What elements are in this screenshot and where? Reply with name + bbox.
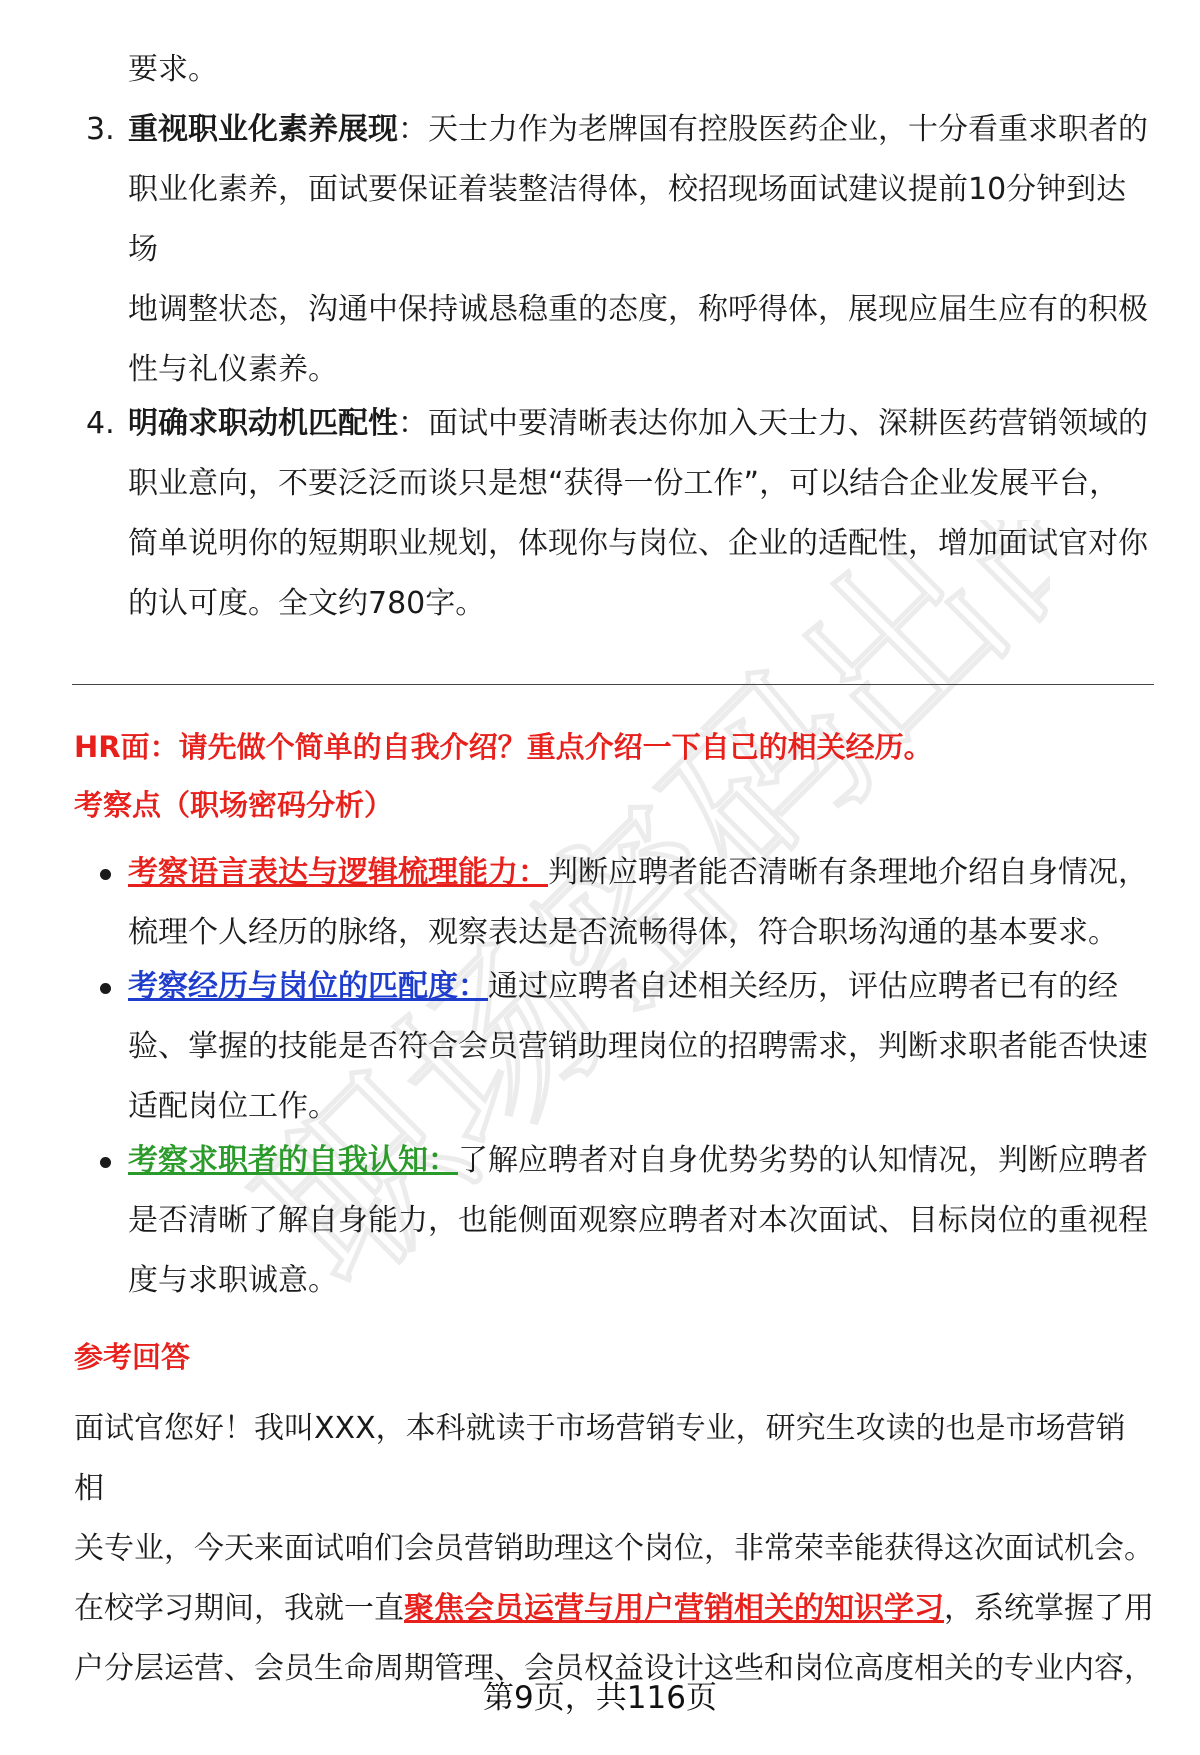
bullet-label: 考察求职者的自我认知：: [128, 1143, 458, 1178]
answer-line: 户分层运营、会员生命周期管理、会员权益设计这些和岗位高度相关的专业内容，: [74, 1651, 1154, 1686]
item-sep: ：: [398, 112, 428, 147]
item-sep: ：: [398, 406, 428, 441]
bullet-label: 考察语言表达与逻辑梳理能力：: [128, 855, 548, 890]
page-number: 第9页，共116页: [483, 1680, 717, 1716]
bullet-line: 梳理个人经历的脉络，观察表达是否流畅得体，符合职场沟通的基本要求。: [128, 915, 1118, 950]
watermark-text: 职场密码出品: [220, 520, 1050, 1328]
answer-line: ，系统掌握了用: [944, 1591, 1154, 1626]
bullet-dot-icon: [100, 869, 111, 880]
question-heading: HR面：请先做个简单的自我介绍？重点介绍一下自己的相关经历。: [74, 730, 933, 764]
item-line: 天士力作为老牌国有控股医药企业，十分看重求职者的: [428, 112, 1148, 147]
bullet-line: 度与求职诚意。: [128, 1263, 338, 1298]
bullet-list: [74, 843, 1154, 1311]
item-title: 重视职业化素养展现: [128, 112, 398, 147]
bullet-line: 通过应聘者自述相关经历，评估应聘者已有的经: [488, 969, 1118, 1004]
item-line: 面试中要清晰表达你加入天士力、深耕医药营销领域的: [428, 406, 1148, 441]
numbered-item-4: [74, 394, 1154, 634]
bullet-dot-icon: [100, 983, 111, 994]
item-line: 简单说明你的短期职业规划，体现你与岗位、企业的适配性，增加面试官对你: [128, 526, 1148, 561]
section-divider: [72, 684, 1154, 685]
item-line: 的认可度。全文约780字。: [128, 586, 486, 621]
item-number: 4.: [86, 406, 115, 441]
bullet-item: [74, 843, 1154, 963]
item-title: 明确求职动机匹配性: [128, 406, 398, 441]
answer-heading: 参考回答: [74, 1340, 191, 1374]
bullet-item: [74, 1131, 1154, 1311]
answer-text: [74, 1399, 1154, 1699]
numbered-item-3: [74, 100, 1154, 400]
bullet-line: 适配岗位工作。: [128, 1089, 338, 1124]
continuation-text: 要求。: [128, 52, 218, 87]
item-line: 性与礼仪素养。: [128, 352, 338, 387]
item-line: 职业意向，不要泛泛而谈只是想“获得一份工作”，可以结合企业发展平台，: [128, 466, 1120, 501]
points-heading: 考察点（职场密码分析）: [74, 788, 394, 822]
answer-line: 关专业，今天来面试咱们会员营销助理这个岗位，非常荣幸能获得这次面试机会。: [74, 1531, 1154, 1566]
bullet-item: [74, 957, 1154, 1137]
bullet-line: 是否清晰了解自身能力，也能侧面观察应聘者对本次面试、目标岗位的重视程: [128, 1203, 1148, 1238]
bullet-dot-icon: [100, 1157, 111, 1168]
item-line: 地调整状态，沟通中保持诚恳稳重的态度，称呼得体，展现应届生应有的积极: [128, 292, 1148, 327]
answer-line: 在校学习期间，我就一直: [74, 1591, 404, 1626]
answer-line: 面试官您好！我叫XXX，本科就读于市场营销专业，研究生攻读的也是市场营销相: [74, 1411, 1126, 1506]
bullet-line: 判断应聘者能否清晰有条理地介绍自身情况，: [548, 855, 1148, 890]
page-content: [74, 40, 1154, 1699]
bullet-line: 验、掌握的技能是否符合会员营销助理岗位的招聘需求，判断求职者能否快速: [128, 1029, 1148, 1064]
bullet-label: 考察经历与岗位的匹配度：: [128, 969, 488, 1004]
bullet-line: 了解应聘者对自身优势劣势的认知情况，判断应聘者: [458, 1143, 1148, 1178]
answer-highlight: 聚焦会员运营与用户营销相关的知识学习: [404, 1591, 944, 1626]
item-line: 职业化素养，面试要保证着装整洁得体，校招现场面试建议提前10分钟到达场: [128, 172, 1127, 267]
item-number: 3.: [86, 112, 115, 147]
